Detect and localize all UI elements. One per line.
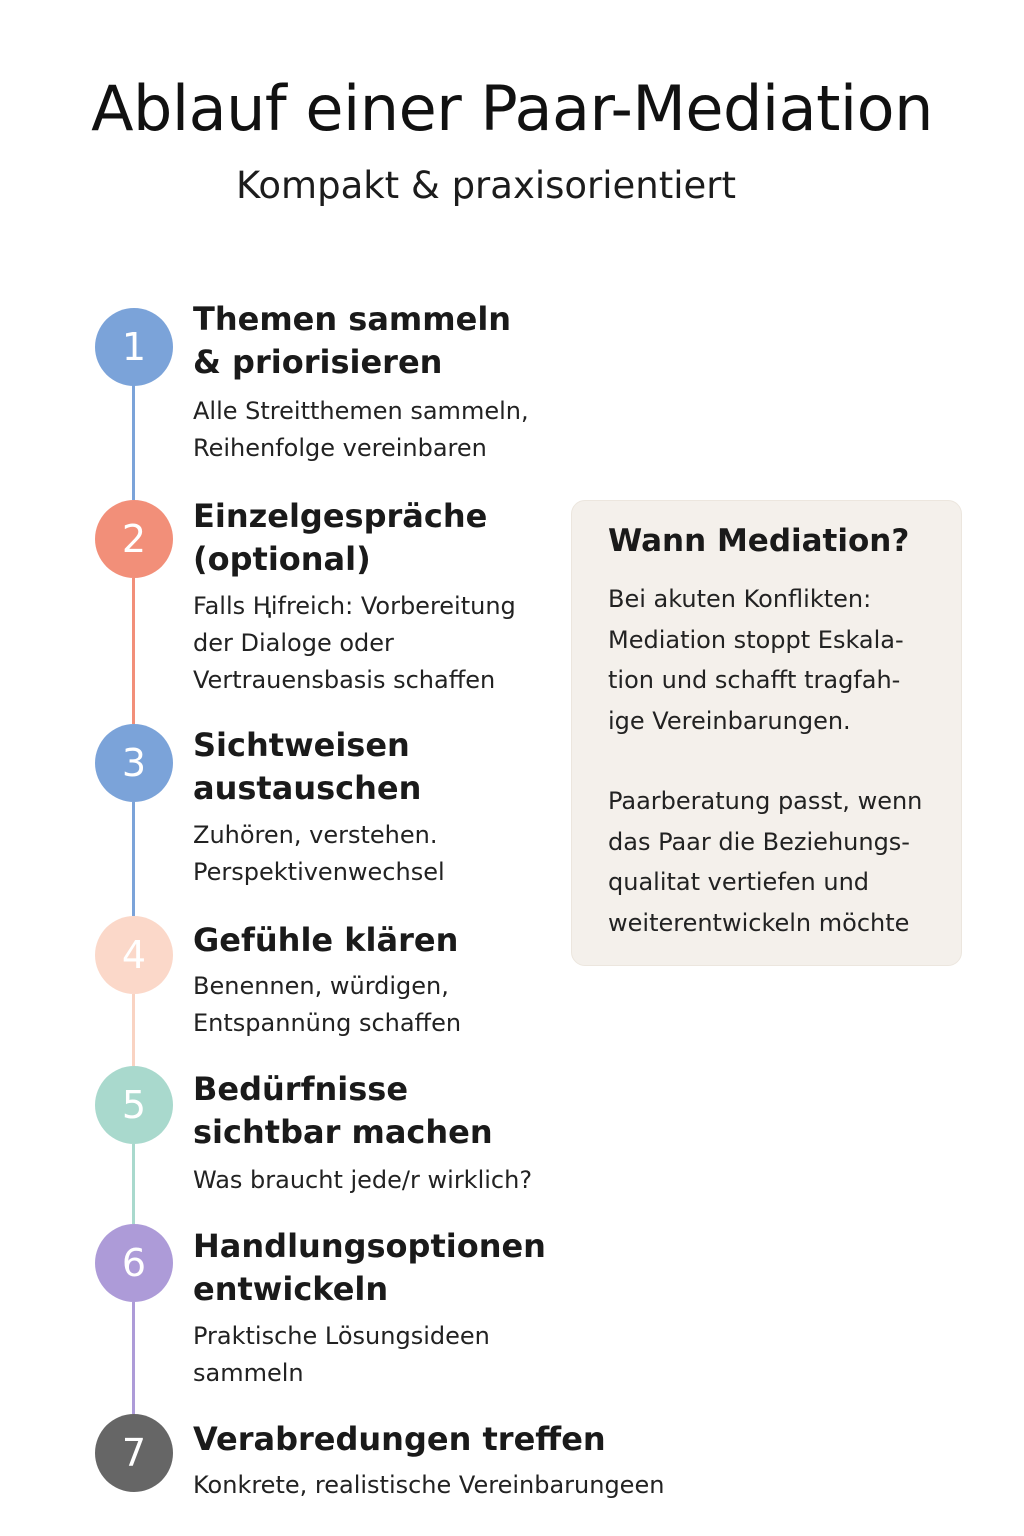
step-desc-line: Alle Streitthemen sammeln,	[193, 397, 529, 425]
info-line: tion und schafft tragfah-	[608, 666, 901, 694]
info-line: Bei akuten Konflikten:	[608, 585, 872, 613]
step-4-title	[193, 919, 553, 962]
step-number: 2	[121, 517, 147, 561]
step-4-number-badge	[95, 916, 173, 994]
step-4-description	[193, 968, 553, 1042]
info-line: das Paar die Beziehungs-	[608, 827, 910, 856]
step-desc-line: Reihenfolge vereinbaren	[193, 434, 487, 462]
step-2-number-badge	[95, 500, 173, 578]
step-title-line: entwickeln	[193, 1270, 389, 1308]
page-subtitle: Kompakt & praxisorientiert	[236, 164, 737, 207]
info-box-title: Wann Mediation?	[608, 523, 910, 559]
step-5-description	[193, 1162, 553, 1199]
step-1-title	[193, 298, 553, 384]
step-number: 4	[121, 933, 147, 977]
step-title-line: Gefühle klären	[193, 921, 459, 959]
step-number: 5	[121, 1083, 147, 1127]
step-6-title	[193, 1225, 553, 1311]
step-5-number-badge	[95, 1066, 173, 1144]
step-number: 7	[121, 1431, 147, 1475]
info-box-paragraph-2	[608, 781, 948, 943]
step-number: 6	[121, 1241, 147, 1285]
step-desc-line: sammeln	[193, 1359, 304, 1387]
info-line: qualitat vertiefen und	[608, 868, 870, 896]
step-title-line: (optional)	[193, 540, 371, 578]
step-title-line: austauschen	[193, 769, 422, 807]
step-title-line: & priorisieren	[193, 343, 443, 381]
step-title-line: Sichtweisen	[193, 726, 410, 764]
connector-6-7	[132, 1302, 135, 1414]
connector-3-4	[132, 802, 135, 916]
step-desc-line: Konkrete, realistische Vereinbarungeen	[193, 1471, 665, 1499]
step-desc-line: Perspektivenwechsel	[193, 858, 445, 886]
info-box-paragraph-1	[608, 579, 948, 741]
step-2-title	[193, 495, 553, 581]
connector-5-6	[132, 1144, 135, 1224]
step-3-description	[193, 817, 553, 891]
step-desc-line: der Dialoge oder	[193, 629, 394, 657]
connector-2-3	[132, 578, 135, 724]
step-desc-line: Zuhören, verstehen.	[193, 821, 438, 849]
step-title-line: Handlungsoptionen	[193, 1227, 546, 1265]
step-1-description	[193, 393, 553, 467]
step-title-line: sichtbar machen	[193, 1113, 493, 1151]
info-box	[571, 500, 962, 966]
page-title: Ablauf einer Paar-Mediation	[91, 72, 933, 145]
step-5-title	[193, 1068, 553, 1154]
info-line: weiterentwickeln möchte	[608, 908, 910, 937]
step-6-number-badge	[95, 1224, 173, 1302]
step-desc-line: Praktische Lösungsideen	[193, 1322, 490, 1350]
step-3-title	[193, 724, 553, 810]
step-7-title	[193, 1418, 613, 1461]
info-line: ige Vereinbarungen.	[608, 706, 851, 735]
connector-1-2	[132, 385, 135, 500]
step-title-line: Einzelgespräche	[193, 497, 488, 535]
step-desc-line: Was braucht jede/r wirklich?	[193, 1166, 533, 1194]
step-number: 3	[121, 741, 147, 785]
step-desc-line: Falls Ⱨifreich: Vorbereitung	[193, 592, 516, 620]
step-1-number-badge	[95, 308, 173, 386]
step-6-description	[193, 1318, 553, 1392]
step-desc-line: Benennen, würdigen,	[193, 972, 449, 1000]
info-line: Mediation stoppt Eskala-	[608, 625, 904, 654]
step-desc-line: Vertrauensbasis schaffen	[193, 666, 496, 694]
step-3-number-badge	[95, 724, 173, 802]
step-2-description	[193, 588, 553, 699]
step-title-line: Bedürfnisse	[193, 1070, 409, 1108]
step-7-number-badge	[95, 1414, 173, 1492]
step-desc-line: Entspannüng schaffen	[193, 1009, 462, 1037]
connector-4-5	[132, 994, 135, 1066]
step-title-line: Themen sammeln	[193, 300, 512, 338]
step-number: 1	[121, 325, 147, 369]
info-line: Paarberatung passt, wenn	[608, 787, 923, 815]
step-title-line: Verabredungen treffen	[193, 1420, 606, 1458]
step-7-description	[193, 1467, 713, 1504]
